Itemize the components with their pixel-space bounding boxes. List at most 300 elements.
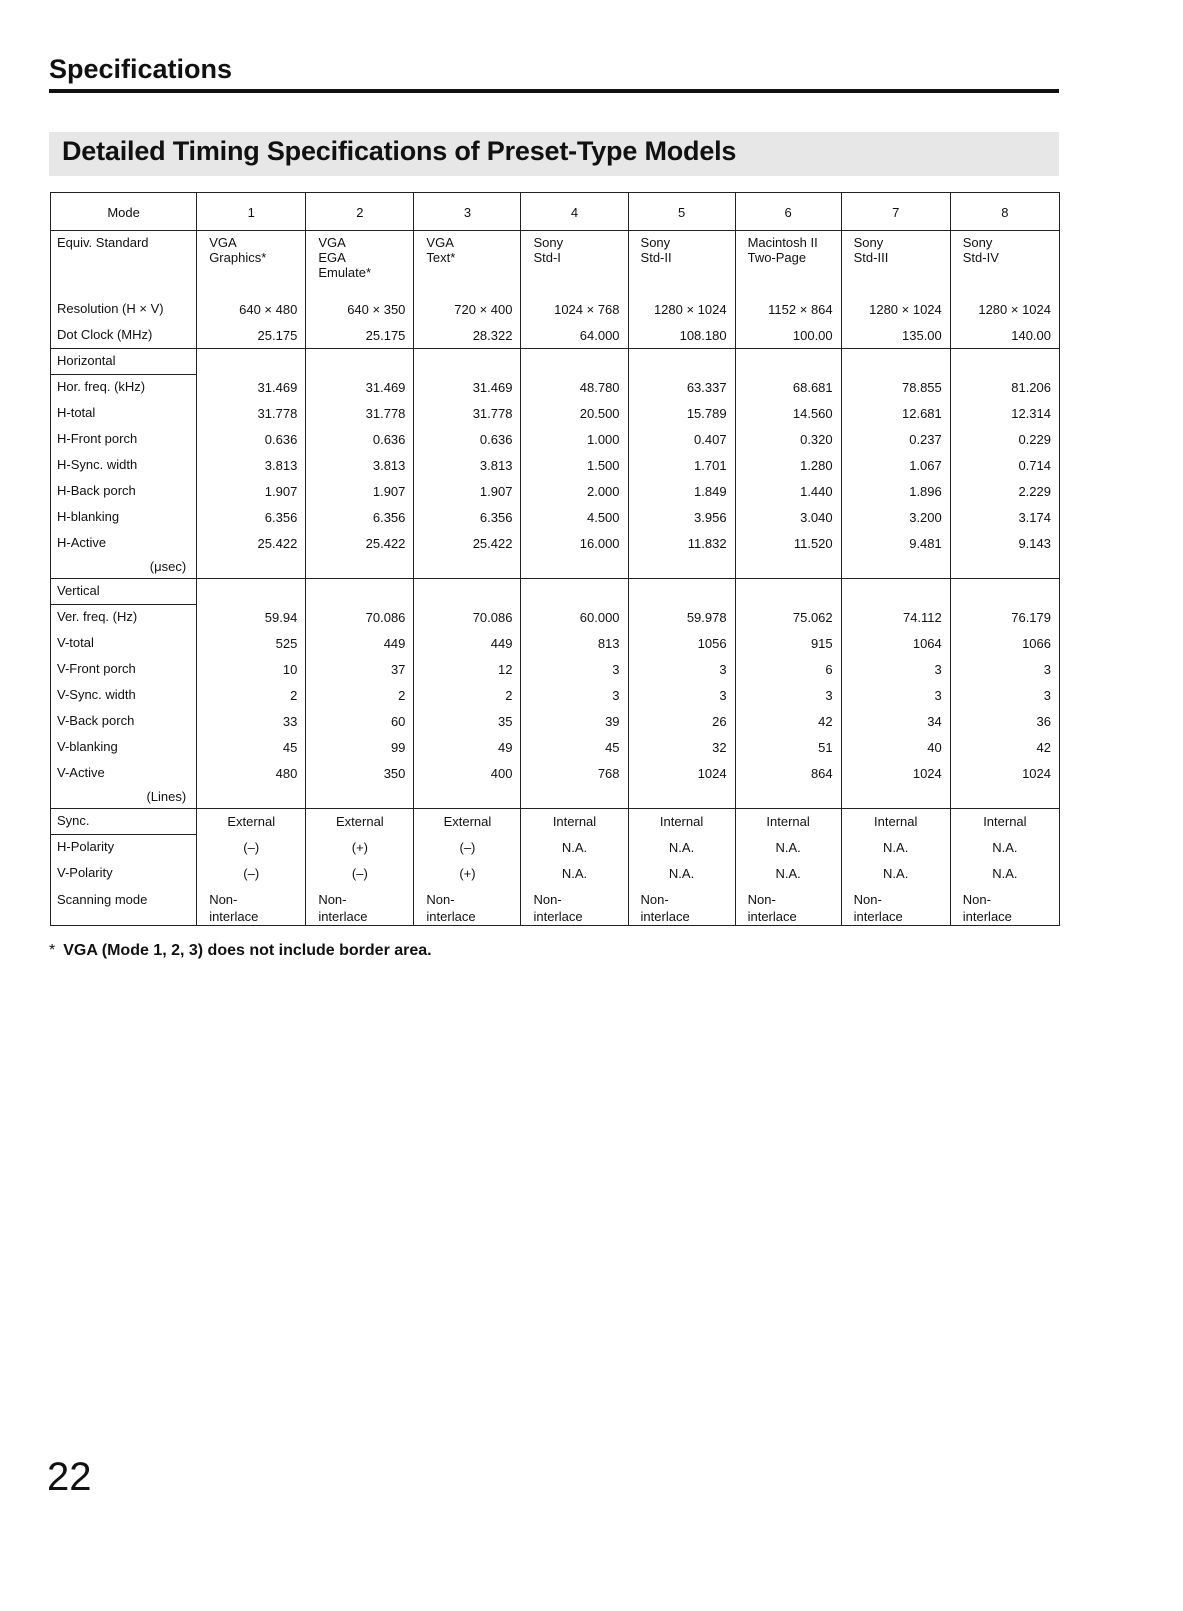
row-label: H-Back porch (51, 479, 197, 505)
table-cell: 12 (414, 657, 521, 683)
table-cell: 40 (841, 735, 950, 761)
table-row (51, 505, 1060, 531)
table-cell: 0.407 (628, 427, 735, 453)
table-cell (197, 349, 306, 375)
table-cell: 3.040 (735, 505, 841, 531)
row-label: Dot Clock (MHz) (51, 323, 197, 349)
row-label: H-Sync. width (51, 453, 197, 479)
table-row (51, 709, 1060, 735)
equiv-standard-cell-line: EGA (318, 250, 346, 265)
equiv-standard-cell-line: Std-III (853, 250, 889, 265)
row-label: Scanning mode (51, 887, 197, 926)
scanning-mode-cell (414, 887, 521, 926)
table-cell (628, 579, 735, 605)
table-cell: 6.356 (414, 505, 521, 531)
table-cell (306, 557, 414, 579)
table-cell (414, 787, 521, 809)
table-row (51, 861, 1060, 887)
mode-number: 6 (735, 193, 841, 231)
mode-header-row (51, 193, 1060, 231)
table-cell: 1066 (950, 631, 1059, 657)
table-cell: 3 (521, 657, 628, 683)
scanning-mode-cell (950, 887, 1059, 926)
equiv-standard-cell-line: VGA (209, 235, 237, 250)
table-cell: 35 (414, 709, 521, 735)
equiv-standard-cell-line: Sony (640, 235, 671, 250)
table-cell: 42 (735, 709, 841, 735)
table-cell: 20.500 (521, 401, 628, 427)
table-cell: N.A. (950, 861, 1059, 887)
table-cell: Internal (841, 809, 950, 835)
scanning-mode-cell-line: Non- (318, 891, 347, 907)
table-cell: 6.356 (306, 505, 414, 531)
table-cell: 31.778 (197, 401, 306, 427)
footnote-marker: * (49, 942, 56, 959)
table-cell: 1056 (628, 631, 735, 657)
table-cell (735, 349, 841, 375)
table-cell (521, 349, 628, 375)
table-cell: (–) (197, 835, 306, 861)
table-cell: 9.481 (841, 531, 950, 557)
table-cell: 3 (841, 683, 950, 709)
title-rule (49, 89, 1059, 93)
table-cell (306, 349, 414, 375)
table-cell: 864 (735, 761, 841, 787)
table-cell: N.A. (521, 861, 628, 887)
equiv-standard-cell (414, 231, 521, 297)
scanning-mode-cell-line: Non- (747, 891, 776, 907)
table-cell: 0.229 (950, 427, 1059, 453)
equiv-standard-cell-line: VGA (426, 235, 454, 250)
equiv-standard-cell-line: Two-Page (747, 250, 807, 265)
table-cell: 25.422 (414, 531, 521, 557)
table-cell (950, 349, 1059, 375)
table-cell: 14.560 (735, 401, 841, 427)
row-label: V-Active (51, 761, 197, 787)
table-cell: 0.237 (841, 427, 950, 453)
table-cell: 1064 (841, 631, 950, 657)
table-cell: 1.907 (306, 479, 414, 505)
scanning-mode-cell-line: interlace (533, 908, 583, 924)
table-cell: 2 (197, 683, 306, 709)
table-cell (197, 787, 306, 809)
table-cell: Internal (521, 809, 628, 835)
scanning-mode-cell (628, 887, 735, 926)
table-cell: 0.636 (197, 427, 306, 453)
page-number: 22 (47, 1455, 92, 1499)
table-cell: 31.469 (414, 375, 521, 401)
table-cell: 25.422 (306, 531, 414, 557)
table-cell: 1.067 (841, 453, 950, 479)
equiv-standard-cell-line: Std-I (533, 250, 561, 265)
table-cell: 15.789 (628, 401, 735, 427)
timing-spec-table (50, 192, 1060, 926)
table-cell (841, 557, 950, 579)
table-cell: 11.832 (628, 531, 735, 557)
table-cell: 3 (735, 683, 841, 709)
table-cell: 59.94 (197, 605, 306, 631)
table-cell: 16.000 (521, 531, 628, 557)
table-cell: 1280 × 1024 (841, 297, 950, 323)
scanning-mode-cell-line: interlace (426, 908, 476, 924)
horizontal-group (51, 349, 1060, 375)
table-cell (306, 787, 414, 809)
table-cell: 915 (735, 631, 841, 657)
mode-number: 1 (197, 193, 306, 231)
table-cell: N.A. (841, 835, 950, 861)
equiv-standard-cell-line: Macintosh II (747, 235, 818, 250)
scanning-mode-cell-line: Non- (533, 891, 562, 907)
table-row (51, 735, 1060, 761)
table-cell: 12.681 (841, 401, 950, 427)
table-cell: 480 (197, 761, 306, 787)
table-cell: 2 (306, 683, 414, 709)
table-cell: 70.086 (414, 605, 521, 631)
table-cell: 140.00 (950, 323, 1059, 349)
scanning-mode-cell-line: interlace (209, 908, 259, 924)
table-row (51, 809, 1060, 835)
mode-number: 5 (628, 193, 735, 231)
table-cell: 25.175 (306, 323, 414, 349)
table-cell: 3 (841, 657, 950, 683)
equiv-standard-cell-line: VGA (318, 235, 346, 250)
equiv-standard-cell (628, 231, 735, 297)
row-label: H-Front porch (51, 427, 197, 453)
table-cell (841, 349, 950, 375)
table-cell (414, 557, 521, 579)
equiv-standard-cell (197, 231, 306, 297)
table-cell (197, 557, 306, 579)
row-label: V-Back porch (51, 709, 197, 735)
footnote-text: VGA (Mode 1, 2, 3) does not include border area. (63, 942, 432, 959)
table-cell: 51 (735, 735, 841, 761)
table-cell: 68.681 (735, 375, 841, 401)
timing-spec-body (51, 193, 1060, 926)
table-row (51, 631, 1060, 657)
table-cell: 70.086 (306, 605, 414, 631)
table-cell: 1.500 (521, 453, 628, 479)
table-row (51, 297, 1060, 323)
table-row (51, 375, 1060, 401)
table-row (51, 835, 1060, 861)
table-cell: 81.206 (950, 375, 1059, 401)
row-label: Ver. freq. (Hz) (51, 605, 197, 631)
table-cell: 6 (735, 657, 841, 683)
table-cell: 1.896 (841, 479, 950, 505)
table-cell (521, 579, 628, 605)
scanning-mode-row (51, 887, 1060, 926)
scanning-mode-cell-line: Non- (640, 891, 669, 907)
equiv-standard-row (51, 231, 1060, 297)
equiv-standard-cell-line: Sony (533, 235, 564, 250)
table-cell: 1.000 (521, 427, 628, 453)
scanning-mode-cell-line: interlace (747, 908, 797, 924)
table-cell (950, 557, 1059, 579)
table-cell (735, 557, 841, 579)
equiv-standard-cell-line: Std-II (640, 250, 672, 265)
table-cell: External (197, 809, 306, 835)
table-cell: 12.314 (950, 401, 1059, 427)
table-cell (735, 787, 841, 809)
scanning-mode-cell (841, 887, 950, 926)
table-cell: 2.229 (950, 479, 1059, 505)
table-cell: 1.907 (414, 479, 521, 505)
table-cell (306, 579, 414, 605)
table-cell: External (306, 809, 414, 835)
table-cell: 768 (521, 761, 628, 787)
table-cell: 1.280 (735, 453, 841, 479)
table-cell: 25.175 (197, 323, 306, 349)
table-cell: 449 (306, 631, 414, 657)
table-cell (414, 349, 521, 375)
row-label: H-Active (51, 531, 197, 557)
table-cell: 60.000 (521, 605, 628, 631)
equiv-standard-cell (521, 231, 628, 297)
table-cell: N.A. (735, 835, 841, 861)
scanning-mode-cell-line: Non- (962, 891, 991, 907)
table-row (51, 453, 1060, 479)
table-row (51, 761, 1060, 787)
table-cell: 9.143 (950, 531, 1059, 557)
table-cell: (–) (414, 835, 521, 861)
table-cell (950, 579, 1059, 605)
table-row (51, 531, 1060, 557)
equiv-standard-cell-line: Graphics* (209, 250, 267, 265)
table-row (51, 683, 1060, 709)
table-cell: 64.000 (521, 323, 628, 349)
table-cell: 108.180 (628, 323, 735, 349)
table-cell: 3 (628, 683, 735, 709)
equiv-standard-cell-line: Std-IV (962, 250, 999, 265)
table-cell: 76.179 (950, 605, 1059, 631)
table-cell: 25.422 (197, 531, 306, 557)
vertical-group (51, 579, 1060, 605)
row-label: V-Front porch (51, 657, 197, 683)
row-label: Equiv. Standard (51, 231, 197, 297)
equiv-standard-cell (735, 231, 841, 297)
scanning-mode-cell-line: Non- (209, 891, 238, 907)
table-cell: 31.469 (306, 375, 414, 401)
table-cell: 31.778 (414, 401, 521, 427)
table-cell: 400 (414, 761, 521, 787)
table-cell: 45 (197, 735, 306, 761)
table-cell: 3 (950, 683, 1059, 709)
row-label: V-total (51, 631, 197, 657)
table-cell: 1280 × 1024 (628, 297, 735, 323)
table-cell: 1.440 (735, 479, 841, 505)
vertical-unit (51, 787, 1060, 809)
horizontal-group-label: Horizontal (51, 349, 197, 375)
row-label: Resolution (H × V) (51, 297, 197, 323)
table-cell: 99 (306, 735, 414, 761)
table-cell: 3.813 (414, 453, 521, 479)
page-subtitle: Detailed Timing Specifications of Preset-Type Models (62, 136, 737, 166)
table-cell: 37 (306, 657, 414, 683)
row-label: Hor. freq. (kHz) (51, 375, 197, 401)
scanning-mode-cell-line: interlace (318, 908, 368, 924)
table-cell: 0.320 (735, 427, 841, 453)
table-cell: 3 (521, 683, 628, 709)
table-cell: 11.520 (735, 531, 841, 557)
equiv-standard-cell-line: Emulate* (318, 265, 372, 280)
table-cell: 42 (950, 735, 1059, 761)
table-cell: 640 × 350 (306, 297, 414, 323)
table-cell: External (414, 809, 521, 835)
mode-number: 2 (306, 193, 414, 231)
row-label: H-Polarity (51, 835, 197, 861)
footnote (49, 942, 432, 960)
table-cell: 1024 (841, 761, 950, 787)
table-cell: 2.000 (521, 479, 628, 505)
table-cell: 31.778 (306, 401, 414, 427)
scanning-mode-cell (521, 887, 628, 926)
table-cell: 6.356 (197, 505, 306, 531)
table-cell: 3 (950, 657, 1059, 683)
table-cell: 1.701 (628, 453, 735, 479)
mode-number: 8 (950, 193, 1059, 231)
scanning-mode-cell-line: interlace (853, 908, 903, 924)
table-cell: 1280 × 1024 (950, 297, 1059, 323)
table-cell (414, 579, 521, 605)
equiv-standard-cell (950, 231, 1059, 297)
table-cell: Internal (735, 809, 841, 835)
table-row (51, 323, 1060, 349)
table-cell (841, 579, 950, 605)
table-cell: 74.112 (841, 605, 950, 631)
row-label: V-Sync. width (51, 683, 197, 709)
table-cell: 1024 (628, 761, 735, 787)
table-cell (521, 787, 628, 809)
table-cell: 1024 (950, 761, 1059, 787)
mode-number: 7 (841, 193, 950, 231)
table-cell: 39 (521, 709, 628, 735)
table-row (51, 657, 1060, 683)
table-cell: N.A. (735, 861, 841, 887)
table-cell: 135.00 (841, 323, 950, 349)
table-cell: 0.636 (306, 427, 414, 453)
scanning-mode-cell-line: Non- (426, 891, 455, 907)
table-cell: 63.337 (628, 375, 735, 401)
table-cell: 59.978 (628, 605, 735, 631)
scanning-mode-cell (306, 887, 414, 926)
table-cell: 813 (521, 631, 628, 657)
table-cell: 78.855 (841, 375, 950, 401)
table-cell: 75.062 (735, 605, 841, 631)
horizontal-unit-label: (μsec) (51, 557, 197, 579)
table-cell: 3.956 (628, 505, 735, 531)
table-cell: (+) (414, 861, 521, 887)
table-row (51, 605, 1060, 631)
table-cell: 1152 × 864 (735, 297, 841, 323)
table-cell: N.A. (628, 861, 735, 887)
table-cell: N.A. (841, 861, 950, 887)
table-row (51, 427, 1060, 453)
table-cell: 28.322 (414, 323, 521, 349)
table-cell: 60 (306, 709, 414, 735)
table-cell (735, 579, 841, 605)
table-cell: 1024 × 768 (521, 297, 628, 323)
table-cell: 3.813 (306, 453, 414, 479)
equiv-standard-cell (306, 231, 414, 297)
table-cell: 36 (950, 709, 1059, 735)
table-cell: N.A. (950, 835, 1059, 861)
table-cell: 3.200 (841, 505, 950, 531)
row-label: V-Polarity (51, 861, 197, 887)
table-cell: 33 (197, 709, 306, 735)
mode-number: 3 (414, 193, 521, 231)
vertical-unit-label: (Lines) (51, 787, 197, 809)
table-cell: 3 (628, 657, 735, 683)
table-cell: 3.813 (197, 453, 306, 479)
table-cell: 49 (414, 735, 521, 761)
scanning-mode-cell-line: interlace (962, 908, 1012, 924)
table-cell (841, 787, 950, 809)
section-title: Specifications (49, 54, 233, 84)
row-label: H-total (51, 401, 197, 427)
scanning-mode-cell (197, 887, 306, 926)
table-cell (628, 557, 735, 579)
mode-label: Mode (51, 193, 197, 231)
table-cell: 1.907 (197, 479, 306, 505)
table-row (51, 479, 1060, 505)
table-cell: 31.469 (197, 375, 306, 401)
table-cell (628, 349, 735, 375)
row-label: V-blanking (51, 735, 197, 761)
table-cell: 3.174 (950, 505, 1059, 531)
table-cell (521, 557, 628, 579)
table-cell: 10 (197, 657, 306, 683)
table-cell: 0.714 (950, 453, 1059, 479)
table-cell: Internal (628, 809, 735, 835)
table-cell: 100.00 (735, 323, 841, 349)
table-cell (197, 579, 306, 605)
table-cell: 449 (414, 631, 521, 657)
table-cell: (+) (306, 835, 414, 861)
table-cell: 4.500 (521, 505, 628, 531)
table-cell: 1.849 (628, 479, 735, 505)
equiv-standard-cell-line: Sony (962, 235, 993, 250)
table-cell: N.A. (521, 835, 628, 861)
table-cell: Internal (950, 809, 1059, 835)
table-cell (628, 787, 735, 809)
table-cell: 26 (628, 709, 735, 735)
scanning-mode-cell (735, 887, 841, 926)
vertical-group-label: Vertical (51, 579, 197, 605)
table-cell (950, 787, 1059, 809)
table-cell: 45 (521, 735, 628, 761)
table-cell: 2 (414, 683, 521, 709)
table-cell: 640 × 480 (197, 297, 306, 323)
table-cell: 525 (197, 631, 306, 657)
table-cell: 720 × 400 (414, 297, 521, 323)
equiv-standard-cell-line: Text* (426, 250, 456, 265)
table-cell: 0.636 (414, 427, 521, 453)
mode-number: 4 (521, 193, 628, 231)
table-cell: 350 (306, 761, 414, 787)
scanning-mode-cell-line: Non- (853, 891, 882, 907)
equiv-standard-cell-line: Sony (853, 235, 884, 250)
table-cell: (–) (197, 861, 306, 887)
table-cell: (–) (306, 861, 414, 887)
row-label: H-blanking (51, 505, 197, 531)
table-cell: 34 (841, 709, 950, 735)
table-cell: N.A. (628, 835, 735, 861)
equiv-standard-cell (841, 231, 950, 297)
table-cell: 48.780 (521, 375, 628, 401)
table-cell: 32 (628, 735, 735, 761)
row-label: Sync. (51, 809, 197, 835)
table-row (51, 401, 1060, 427)
